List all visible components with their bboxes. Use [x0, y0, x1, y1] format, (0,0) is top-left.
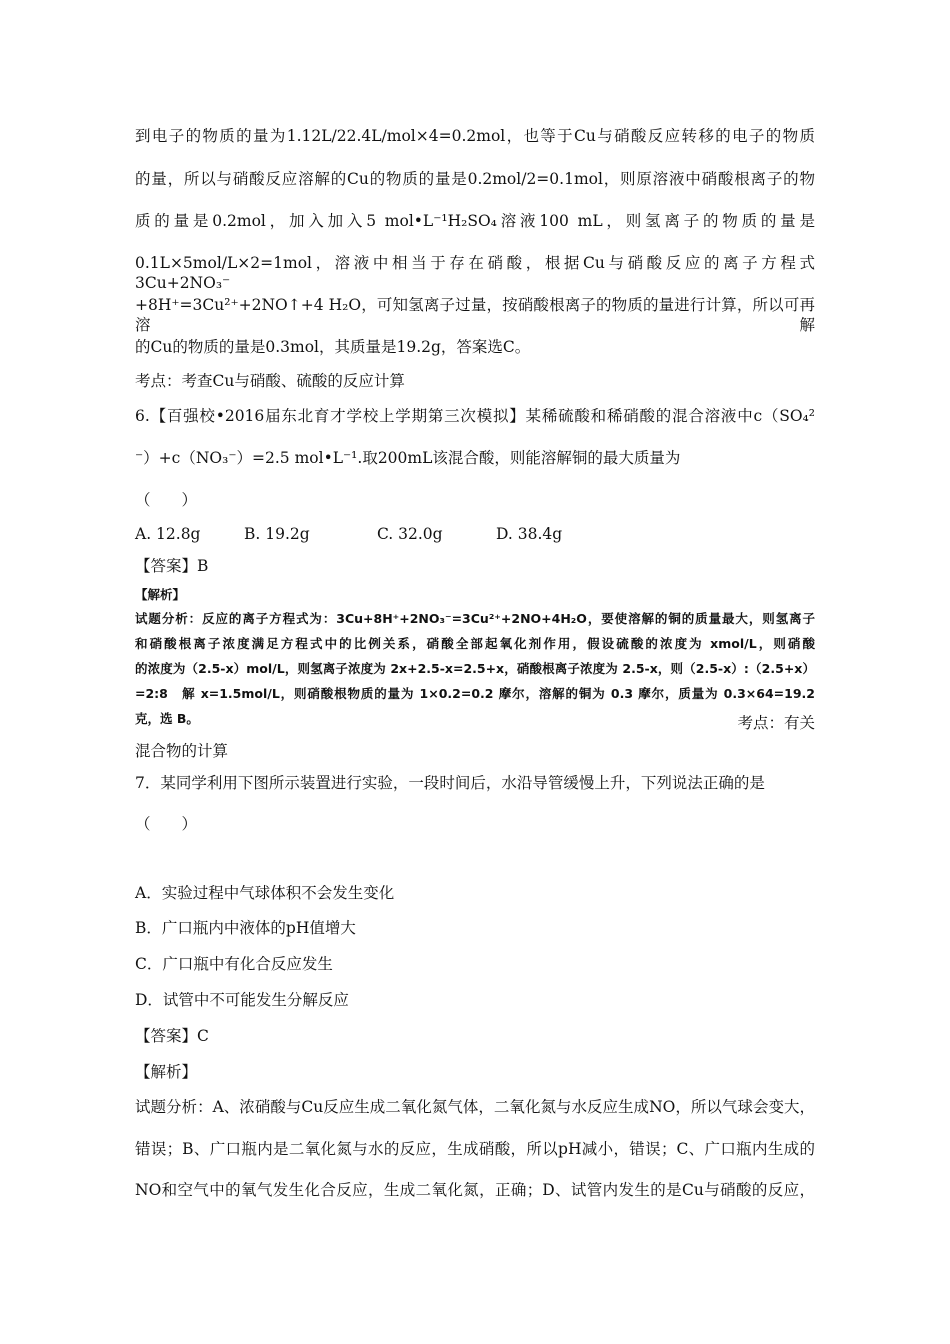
- q7-analysis-line-2: 错误；B、广口瓶内是二氧化氮与水的反应，生成硝酸，所以pH减小，错误；C、广口瓶内生成的: [135, 1140, 815, 1158]
- solution-line-3: 质的量是0.2mol，加入加入5 mol•L⁻¹H₂SO₄溶液100 mL，则氢离子的物质的量是: [135, 212, 815, 230]
- q7-jiexi-label: 【解析】: [135, 1063, 198, 1081]
- kaodian-line: 考点：考查Cu与硝酸、硫酸的反应计算: [135, 372, 405, 390]
- q7-answer: 【答案】C: [135, 1027, 209, 1045]
- solution-line-5: +8H⁺=3Cu²⁺+2NO↑+4 H₂O，可知氢离子过量，按硝酸根离子的物质的量进行计算，所以可再溶解: [135, 296, 815, 334]
- q6-option-d: D. 38.4g: [496, 525, 563, 543]
- q6-analysis-line-2: 和硝酸根离子浓度满足方程式中的比例关系，硝酸全部起氧化剂作用，假设硫酸的浓度为 xmol/L，则硝酸: [135, 636, 815, 651]
- q6-analysis-line-1: 试题分析：反应的离子方程式为：3Cu+8H⁺+2NO₃⁻=3Cu²⁺+2NO+4H₂O，要使溶解的铜的质量最大，则氢离子: [135, 611, 815, 626]
- q7-option-a: A．实验过程中气球体积不会发生变化: [135, 884, 395, 902]
- solution-line-2: 的量，所以与硝酸反应溶解的Cu的物质的量是0.2mol/2=0.1mol，则原溶液中硝酸根离子的物: [135, 170, 815, 188]
- solution-line-1: 到电子的物质的量为1.12L/22.4L/mol×4=0.2mol，也等于Cu与硝酸反应转移的电子的物质: [135, 127, 815, 145]
- q6-kaodian-a: 考点：有关: [737, 714, 815, 732]
- q7-option-c: C．广口瓶中有化合反应发生: [135, 955, 333, 973]
- solution-line-4: 0.1L×5mol/L×2=1mol，溶液中相当于存在硝酸，根据Cu与硝酸反应的离子方程式3Cu+2NO₃⁻: [135, 254, 815, 292]
- q6-kaodian-b: 混合物的计算: [135, 742, 229, 760]
- q6-stem-line-1: 6.【百强校•2016届东北育才学校上学期第三次模拟】某稀硫酸和稀硝酸的混合溶液中c（SO₄²: [135, 407, 815, 425]
- q6-answer: 【答案】B: [135, 557, 209, 575]
- q6-jiexi-label: 【解析】: [135, 587, 186, 602]
- q6-analysis-line-5: 克，选 B。: [135, 711, 199, 726]
- q6-analysis-line-3: 的浓度为（2.5-x）mol/L，则氢离子浓度为 2x+2.5-x=2.5+x，硝酸根离子浓度为 2.5-x，则（2.5-x）:（2.5+x）: [135, 661, 815, 676]
- q6-option-b: B. 19.2g: [244, 525, 310, 543]
- q7-paren: （ ）: [135, 815, 198, 833]
- q7-analysis-line-1: 试题分析：A、浓硝酸与Cu反应生成二氧化氮气体，二氧化氮与水反应生成NO，所以气球会变大，: [135, 1098, 815, 1116]
- q7-option-b: B．广口瓶内中液体的pH值增大: [135, 919, 356, 937]
- q7-stem: 7．某同学利用下图所示装置进行实验，一段时间后，水沿导管缓慢上升，下列说法正确的是: [135, 774, 765, 792]
- q7-analysis-line-3: NO和空气中的氧气发生化合反应，生成二氧化氮，正确；D、试管内发生的是Cu与硝酸的反应，: [135, 1181, 815, 1199]
- solution-line-6: 的Cu的物质的量是0.3mol，其质量是19.2g，答案选C。: [135, 338, 531, 356]
- q7-option-d: D．试管中不可能发生分解反应: [135, 991, 349, 1009]
- q6-paren: （ ）: [135, 491, 198, 509]
- q6-analysis-line-4: =2:8 解 x=1.5mol/L，则硝酸根物质的量为 1×0.2=0.2 摩尔，溶解的铜为 0.3 摩尔，质量为 0.3×64=19.2: [135, 686, 815, 701]
- q6-option-a: A. 12.8g: [135, 525, 201, 543]
- q6-option-c: C. 32.0g: [377, 525, 443, 543]
- q6-stem-line-2: ⁻）+c（NO₃⁻）=2.5 mol•L⁻¹.取200mL该混合酸，则能溶解铜的最大质量为: [135, 449, 681, 467]
